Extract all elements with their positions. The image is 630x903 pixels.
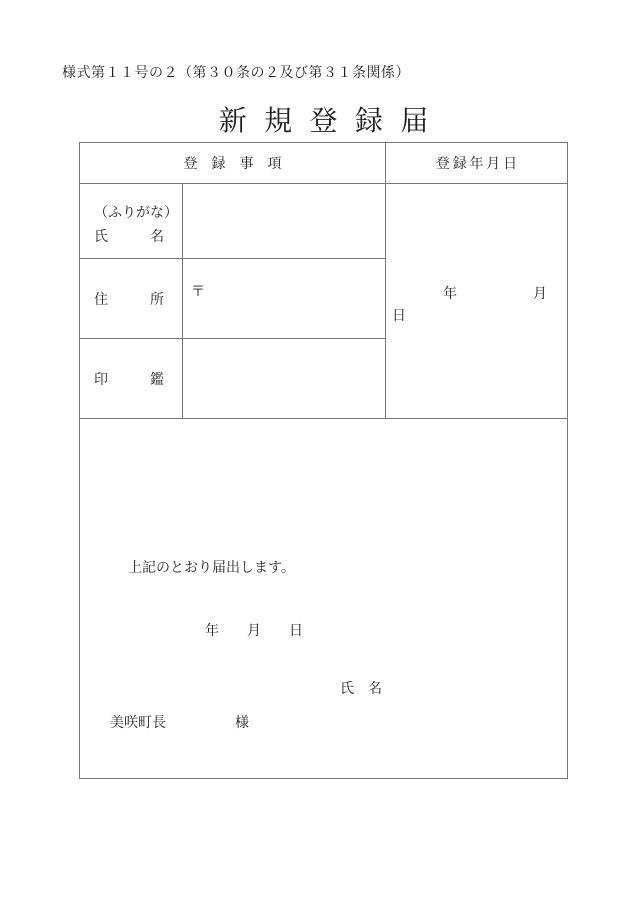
address-label: 住 所 (80, 259, 183, 339)
page-title: 新規登録届 (218, 106, 446, 137)
seal-input-cell (183, 339, 386, 419)
form-number: 様式第１１号の２（第３０条の２及び第３１条関係） (62, 66, 410, 81)
date-month-label: 月 (533, 287, 547, 302)
header-registration-items-label: 登録事項 (183, 157, 296, 172)
declaration-section (80, 419, 567, 778)
postal-mark: 〒 (191, 285, 205, 300)
declaration-name-line: 氏 名 (340, 682, 382, 697)
name-label-cell (80, 184, 183, 259)
date-year-label: 年 (443, 287, 457, 302)
address-input-cell (183, 259, 386, 339)
registration-table (79, 142, 568, 779)
name-label: 氏 名 (94, 230, 164, 245)
header-registration-date: 登録年月日 (386, 143, 567, 184)
furigana-label: （ふりがな） (94, 206, 178, 221)
declaration-date-line: 年 月 日 (205, 624, 303, 639)
name-input-cell (183, 184, 386, 259)
header-registration-items (80, 143, 386, 184)
date-day-label: 日 (392, 309, 406, 324)
addressee-honorific: 様 (235, 716, 249, 731)
seal-label: 印 鑑 (80, 339, 183, 419)
declaration-text: 上記のとおり届出します。 (128, 561, 295, 576)
registration-date-cell (386, 184, 567, 419)
addressee-name: 美咲町長 (110, 716, 166, 731)
addressee-line (110, 712, 249, 732)
